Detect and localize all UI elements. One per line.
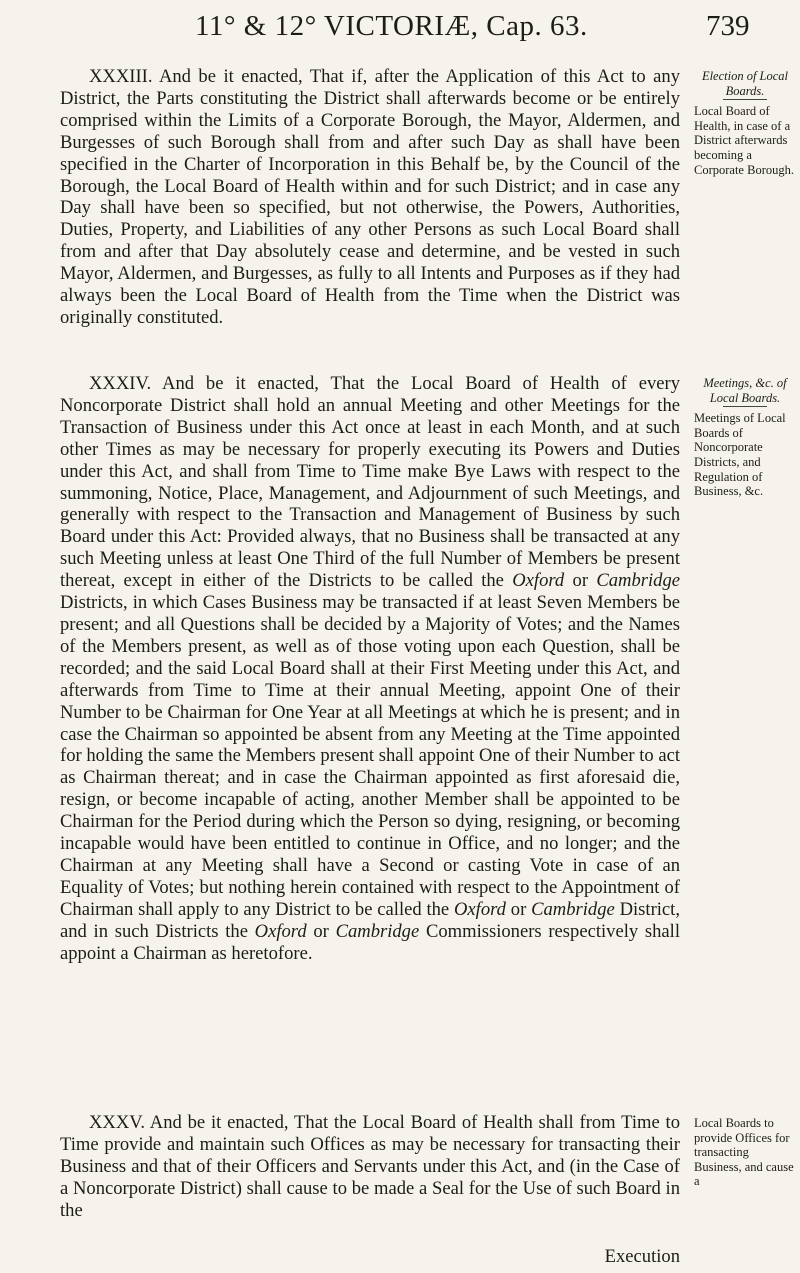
heading-rule [723,99,767,100]
section-text: And be it enacted, That if, after the Application of this Act to any District, the Parts constituting the District shall afterwards become or be entirely comprised within the Limits of a Corporate Borough, the Mayor, Aldermen, and Burgesses of such Borough shall from and after such Day as shall have been specified in the Charter of Incorporation in this Behalf be, by the Council of the Borough, the Local Board of Health within and for such District; and in case any Day shall have been so specified, but not otherwise, the Powers, Authorities, Duties, Property, and Liabilities of any other Persons as such Local Board shall from and after that Day absolutely cease and determine, and be vested in such Mayor, Aldermen, and Burgesses, as fully to all Intents and Purposes as if they had always been the Local Board of Health from the Time when the District was originally constituted. [60,66,680,328]
section-text: Districts, in which Cases Business may be transacted if at least Seven Members be present; and all Questions shall be decided by a Majority of Votes; and the Names of the Members present, as well as of those voting upon each Question, shall be recorded; and the said Local Board shall at their First Meeting under this Act, and afterwards from Time to Time at their annual Meeting, appoint One of their Number to be Chairman for One Year at all Meetings at which he is present; and in case the Chairman so appointed be absent from any Meeting at the Time appointed for holding the same the Members present shall appoint One of their Number to act as Chairman thereat; and in case the Chairman appointed as first aforesaid die, resign, or become incapable of acting, another Member shall be appointed to be Chairman for the Period during which the Person so dying, resigning, or becoming incapable would have been entitled to continue in Office, and no longer; and the Chairman at any Meeting shall have a Second or casting Vote in case of an Equality of Votes; but nothing herein contained with respect to the Appointment of Chairman shall apply to any District to be called the [60,592,680,920]
district-name: Cambridge [596,570,680,592]
section-paragraph [60,66,680,329]
marginal-notes-xxxiii [694,69,796,177]
marginal-heading [694,69,796,100]
section-paragraph [60,1112,680,1222]
district-name: Cambridge [531,898,615,920]
marginal-heading [694,376,796,407]
marginal-note: Local Board of Health, in case of a District afterwards becoming a Corporate Borough. [694,104,794,177]
district-name: Oxford [512,570,565,592]
marginal-notes-xxxv [694,1116,796,1189]
marginal-note: Local Boards to provide Offices for transacting Business, and cause a [694,1116,794,1189]
district-name: Oxford [254,920,307,942]
section-xxxiv [60,373,680,964]
section-text: And be it enacted, That the Local Board of Health shall from Time to Time provide and maintain such Offices as may be necessary for transacting their Business and that of their Officers and Servants under this Act, and (in the Case of a Noncorporate District) shall cause to be made a Seal for the Use of such Board in the [60,1112,680,1221]
section-paragraph [60,373,680,964]
marginal-heading-text: Meetings, &c. of Local Boards. [703,376,787,405]
page-number: 739 [706,10,750,42]
section-number: XXXIV. [89,373,152,394]
section-text: or [564,570,597,592]
section-xxxv [60,1112,680,1222]
district-name: Oxford [453,898,506,920]
heading-rule [723,406,767,407]
section-text: District, and in such Districts the [60,898,680,942]
marginal-heading-text: Election of Local Boards. [701,69,789,98]
marginal-notes-xxxiv [694,376,796,499]
running-title: 11° & 12° VICTORIÆ, Cap. 63. [195,10,588,42]
section-xxxiii [60,66,680,329]
catchword: Execution [604,1246,680,1267]
page-header [0,10,800,50]
section-number: XXXV. [89,1112,145,1133]
section-text: or [505,898,532,920]
district-name: Cambridge [335,920,420,942]
section-text: And be it enacted, That the Local Board of Health of every Noncorporate District shall hold an annual Meeting and other Meetings for the Transaction of Business under this Act once at least in each Month, and at such other Times as may be necessary for properly executing its Powers and Duties under this Act, and shall from Time to Time make Bye Laws with respect to the summoning, Notice, Place, Management, and Adjournment of such Meetings, and generally with respect to the Transaction and Management of Business by such Board under this Act: Provided always, that no Business shall be transacted at any such Meeting unless at least One Third of the full Number of Members be present thereat, except in either of the Districts to be called the [60,373,680,592]
section-text: Commissioners respectively shall appoint a Chairman as heretofore. [60,920,681,964]
section-number: XXXIII. [89,66,153,87]
marginal-note: Meetings of Local Boards of Noncorporate Districts, and Regulation of Business, &c. [694,411,786,499]
section-text: or [306,920,336,942]
